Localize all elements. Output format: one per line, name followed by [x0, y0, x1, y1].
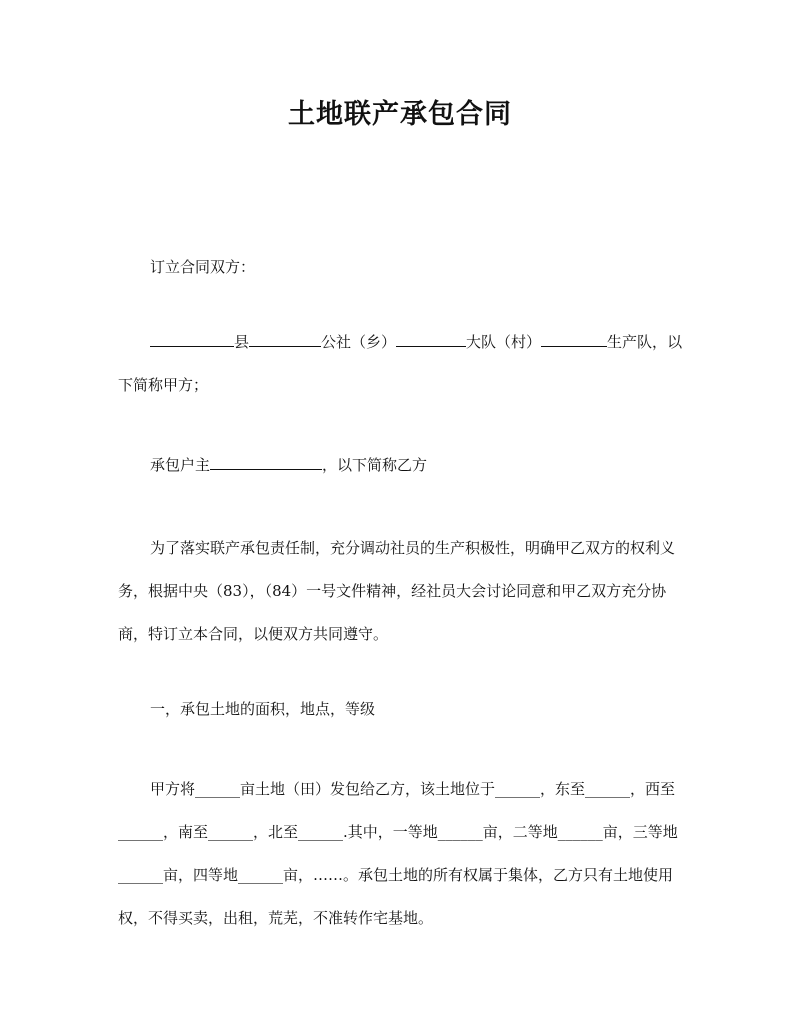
blank-county: [150, 329, 234, 347]
team-label: 生产队，: [607, 333, 668, 351]
document-title: 土地联产承包合同: [288, 99, 512, 130]
blank-brigade: [396, 329, 466, 347]
party-b-suffix: ，以下简称乙方: [322, 456, 428, 474]
brigade-label: 大队（村）: [466, 333, 542, 351]
parties-intro: 订立合同双方：: [150, 258, 256, 276]
party-a-suffix: 以下简称甲方；: [118, 333, 683, 394]
section-1-body: 甲方将______亩土地（田）发包给乙方，该土地位于______，东至______，西至______，南至______，北至______.其中，一等地______亩，二等地______亩，三等地______亩，四等地______亩，……。承包土地的所有权属于集体，乙方只有土地使用权，不得买卖，出租，荒芜，不准转作宅基地。: [118, 780, 678, 927]
purpose-paragraph: 为了落实联产承包责任制，充分调动社员的生产积极性，明确甲乙双方的权利义务，根据中央（83），（84）一号文件精神，经社员大会讨论同意和甲乙双方充分协商，特订立本合同，以便双方共同遵守。: [118, 539, 676, 643]
blank-team: [541, 329, 607, 347]
party-a-clause: [118, 321, 688, 407]
commune-label: 公社（乡）: [321, 333, 397, 351]
party-b-prefix: 承包户主: [150, 456, 211, 474]
section-1-heading: 一，承包土地的面积，地点，等级: [150, 700, 376, 718]
blank-household-head: [210, 452, 322, 470]
blank-commune: [249, 329, 321, 347]
party-b-clause: [118, 444, 688, 487]
county-label: 县: [234, 333, 250, 351]
